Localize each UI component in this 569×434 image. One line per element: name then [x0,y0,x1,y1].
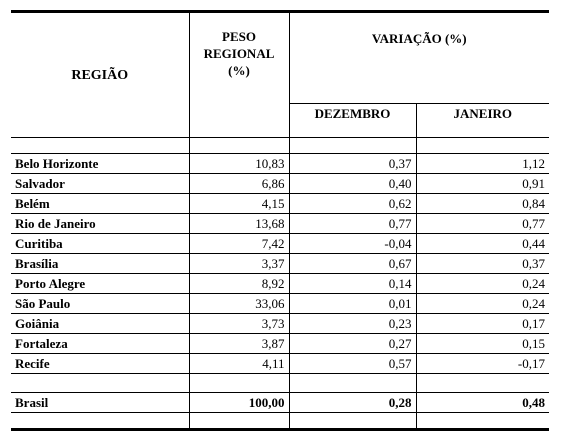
january-cell: 0,48 [416,393,549,413]
weight-cell: 4,11 [189,354,289,374]
header-weight-line-2: REGIONAL [203,46,275,61]
region-cell: Fortaleza [11,334,189,354]
weight-cell [189,374,289,393]
region-cell: Goiânia [11,314,189,334]
december-cell: 0,67 [289,254,416,274]
header-weight-line-3: (%) [228,63,250,78]
table-row [11,214,549,234]
price-index-table [11,10,549,431]
table-row [11,314,549,334]
december-cell: 0,62 [289,194,416,214]
december-cell: 0,57 [289,354,416,374]
region-cell: Curitiba [11,234,189,254]
weight-cell: 3,87 [189,334,289,354]
january-cell: 0,77 [416,214,549,234]
december-cell: 0,23 [289,314,416,334]
region-cell: Belém [11,194,189,214]
header-weight-line-1: PESO [222,29,256,44]
table-row [11,254,549,274]
january-cell: 0,15 [416,334,549,354]
weight-cell: 6,86 [189,174,289,194]
total-row [11,393,549,413]
table-row [11,294,549,314]
weight-cell: 8,92 [189,274,289,294]
table-row [11,154,549,174]
region-cell: Porto Alegre [11,274,189,294]
january-cell: 0,17 [416,314,549,334]
spacer-cell [416,138,549,154]
december-cell: 0,28 [289,393,416,413]
weight-cell: 13,68 [189,214,289,234]
december-cell [289,413,416,430]
header-region: REGIÃO [11,12,189,138]
header-variation: VARIAÇÃO (%) [289,12,549,104]
january-cell: 0,24 [416,294,549,314]
december-cell: 0,40 [289,174,416,194]
blank-row [11,374,549,393]
region-cell: Recife [11,354,189,374]
weight-cell: 3,37 [189,254,289,274]
december-cell: 0,01 [289,294,416,314]
region-cell: Belo Horizonte [11,154,189,174]
january-cell: 0,44 [416,234,549,254]
region-cell: Brasil [11,393,189,413]
closing-row [11,413,549,430]
weight-cell [189,413,289,430]
table-row [11,194,549,214]
header-weight [189,12,289,138]
january-cell: 0,24 [416,274,549,294]
january-cell [416,374,549,393]
january-cell: 1,12 [416,154,549,174]
region-cell: Brasília [11,254,189,274]
table-row [11,274,549,294]
december-cell: 0,37 [289,154,416,174]
january-cell: 0,84 [416,194,549,214]
weight-cell: 7,42 [189,234,289,254]
spacer-cell [11,138,189,154]
spacer-cell [189,138,289,154]
weight-cell: 3,73 [189,314,289,334]
december-cell [289,374,416,393]
january-cell: 0,37 [416,254,549,274]
table-row [11,354,549,374]
weight-cell: 33,06 [189,294,289,314]
table-row [11,174,549,194]
table-row [11,334,549,354]
spacer-row [11,138,549,154]
december-cell: 0,14 [289,274,416,294]
spacer-cell [289,138,416,154]
january-cell: -0,17 [416,354,549,374]
region-cell [11,413,189,430]
header-january: JANEIRO [416,104,549,138]
weight-cell: 100,00 [189,393,289,413]
region-cell: São Paulo [11,294,189,314]
december-cell: 0,27 [289,334,416,354]
december-cell: 0,77 [289,214,416,234]
region-cell: Rio de Janeiro [11,214,189,234]
header-row [11,12,549,104]
weight-cell: 10,83 [189,154,289,174]
december-cell: -0,04 [289,234,416,254]
weight-cell: 4,15 [189,194,289,214]
header-december: DEZEMBRO [289,104,416,138]
region-cell [11,374,189,393]
january-cell: 0,91 [416,174,549,194]
table-row [11,234,549,254]
region-cell: Salvador [11,174,189,194]
january-cell [416,413,549,430]
